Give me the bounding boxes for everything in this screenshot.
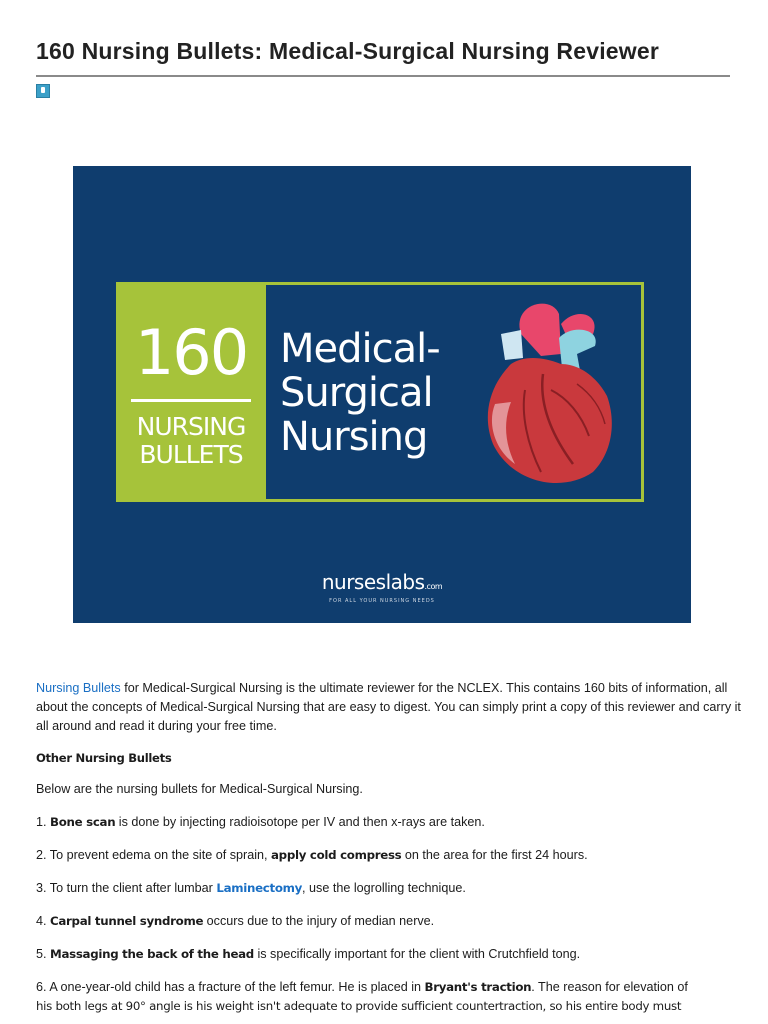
nursing-bullets-link[interactable]: Nursing Bullets [36, 681, 121, 695]
banner-number: 160 [134, 316, 248, 389]
document-icon[interactable] [36, 84, 50, 98]
bullet-item-5: 5. Massaging the back of the head is specifically important for the client with Crutchfield tong. [36, 947, 581, 961]
banner-subtitle-line1: NURSING [136, 412, 246, 441]
banner-title-line2: Surgical [280, 370, 433, 416]
banner-title-line1: Medical- [280, 326, 440, 372]
bullet-item-4: 4. Carpal tunnel syndrome occurs due to the injury of median nerve. [36, 914, 435, 928]
banner-green-panel [116, 282, 266, 502]
title-divider [36, 75, 730, 77]
page-title: 160 Nursing Bullets: Medical-Surgical Nursing Reviewer [36, 38, 660, 64]
banner-subtitle-line2: BULLETS [139, 440, 243, 469]
bullet-item-6: 6. A one-year-old child has a fracture of the left femur. He is placed in Bryant's traction. The reason for elevation of his both legs at 90° angle is his weight isn't adequate to provide sufficient countertraction, so his entire body must [36, 980, 688, 1013]
banner-title-line3: Nursing [280, 414, 428, 460]
bullet-item-3: 3. To turn the client after lumbar Laminectomy, use the logrolling technique. [36, 881, 466, 895]
bullet-item-2: 2. To prevent edema on the site of sprain, apply cold compress on the area for the first 24 hours. [36, 848, 588, 862]
laminectomy-link[interactable]: Laminectomy [216, 881, 303, 895]
intro-paragraph: Nursing Bullets for Medical-Surgical Nursing is the ultimate reviewer for the NCLEX. This contains 160 bits of information, all about the concepts of Medical-Surgical Nursing that are easy to digest. You can simply print a copy of this reviewer and carry it all around and read it during your free time. [36, 681, 741, 733]
nurseslabs-logo: nurseslabs.com [321, 570, 443, 594]
bullet-item-1: 1. Bone scan is done by injecting radioisotope per IV and then x-rays are taken. [36, 815, 485, 829]
heart-icon [481, 294, 621, 494]
banner-number-underline [131, 399, 251, 402]
hero-banner [73, 166, 691, 623]
article-body [36, 679, 744, 1016]
section-heading: Other Nursing Bullets [36, 751, 172, 765]
lead-paragraph: Below are the nursing bullets for Medical-Surgical Nursing. [36, 782, 363, 796]
logo-tagline: FOR ALL YOUR NURSING NEEDS [329, 598, 435, 604]
